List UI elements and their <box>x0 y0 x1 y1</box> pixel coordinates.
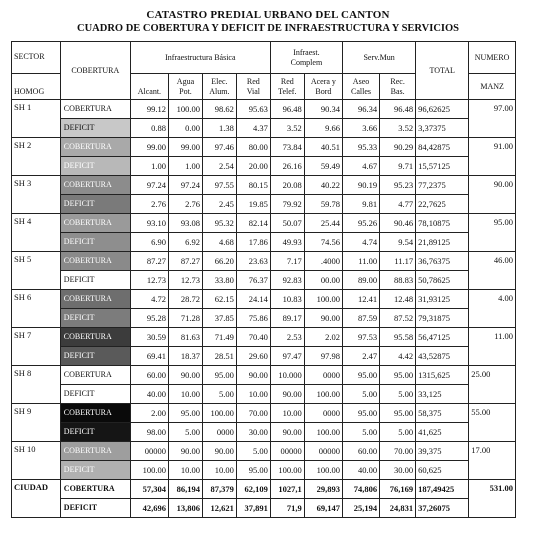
table-row <box>12 480 516 499</box>
value-cell: 90.00 <box>202 442 236 461</box>
column-header: Alcant. <box>130 74 168 100</box>
value-cell: 1.00 <box>130 157 168 176</box>
deficit-label: DEFICIT <box>60 271 130 290</box>
value-cell: 10.00 <box>270 404 304 423</box>
document-subtitle: CUADRO DE COBERTURA Y DEFICIT DE INFRAESTRUCTURA Y SERVICIOS <box>77 23 459 34</box>
value-cell: 90.46 <box>380 214 416 233</box>
table-row <box>12 385 516 404</box>
value-cell: 99.00 <box>169 138 203 157</box>
value-cell: 12.73 <box>169 271 203 290</box>
manz-cell: 11.00 <box>469 328 516 366</box>
value-cell: 95.58 <box>380 328 416 347</box>
value-cell: 13,806 <box>169 499 203 518</box>
value-cell: 30.00 <box>236 423 270 442</box>
value-cell: 93.08 <box>169 214 203 233</box>
column-header: Aseo Calles <box>342 74 379 100</box>
manz-cell: 90.00 <box>469 176 516 214</box>
value-cell: .4000 <box>304 252 342 271</box>
value-cell: 40.00 <box>342 461 379 480</box>
deficit-label: DEFICIT <box>60 347 130 366</box>
value-cell: 90.34 <box>304 100 342 119</box>
value-cell: 90.00 <box>270 385 304 404</box>
value-cell: 100.00 <box>304 461 342 480</box>
value-cell: 29.60 <box>236 347 270 366</box>
table-row <box>12 100 516 119</box>
cobertura-label: COBERTURA <box>60 290 130 309</box>
value-cell: 60.00 <box>342 442 379 461</box>
total-cell: 31,93125 <box>416 290 469 309</box>
value-cell: 5.00 <box>380 423 416 442</box>
sector-cell: SH 1 <box>12 100 61 138</box>
sector-cell: SH 2 <box>12 138 61 176</box>
value-cell: 20.00 <box>236 157 270 176</box>
sector-cell: SH 5 <box>12 252 61 290</box>
sector-cell: SH 9 <box>12 404 61 442</box>
value-cell: 25,194 <box>342 499 379 518</box>
total-cell: 60,625 <box>416 461 469 480</box>
value-cell: 23.63 <box>236 252 270 271</box>
numero-header: NUMERO <box>469 42 516 74</box>
value-cell: 100.00 <box>202 404 236 423</box>
value-cell: 3.52 <box>270 119 304 138</box>
value-cell: 86,194 <box>169 480 203 499</box>
value-cell: 95.32 <box>202 214 236 233</box>
value-cell: 76.37 <box>236 271 270 290</box>
value-cell: 70.00 <box>380 442 416 461</box>
value-cell: 9.54 <box>380 233 416 252</box>
cobertura-label: COBERTURA <box>60 138 130 157</box>
value-cell: 3.52 <box>380 119 416 138</box>
value-cell: 4.72 <box>130 290 168 309</box>
value-cell: 00.00 <box>304 271 342 290</box>
value-cell: 90.19 <box>342 176 379 195</box>
value-cell: 12.73 <box>130 271 168 290</box>
value-cell: 1.38 <box>202 119 236 138</box>
value-cell: 12.48 <box>380 290 416 309</box>
table-row <box>12 214 516 233</box>
value-cell: 96.34 <box>342 100 379 119</box>
value-cell: 100.00 <box>270 461 304 480</box>
value-cell: 24,831 <box>380 499 416 518</box>
value-cell: 95.00 <box>342 366 379 385</box>
table-row <box>12 423 516 442</box>
value-cell: 40.00 <box>130 385 168 404</box>
table-row <box>12 461 516 480</box>
value-cell: 18.37 <box>169 347 203 366</box>
value-cell: 6.92 <box>169 233 203 252</box>
value-cell: 4.67 <box>342 157 379 176</box>
value-cell: 37,891 <box>236 499 270 518</box>
value-cell: 97.98 <box>304 347 342 366</box>
table-row <box>12 328 516 347</box>
value-cell: 87,379 <box>202 480 236 499</box>
value-cell: 87.59 <box>342 309 379 328</box>
value-cell: 2.76 <box>130 195 168 214</box>
sector-cell: SH 10 <box>12 442 61 480</box>
value-cell: 87.52 <box>380 309 416 328</box>
table-row <box>12 195 516 214</box>
cobertura-label: COBERTURA <box>60 480 130 499</box>
total-cell: 96,62625 <box>416 100 469 119</box>
value-cell: 98.62 <box>202 100 236 119</box>
total-cell: 41,625 <box>416 423 469 442</box>
value-cell: 30.00 <box>380 461 416 480</box>
value-cell: 4.68 <box>202 233 236 252</box>
manz-cell: 95.00 <box>469 214 516 252</box>
value-cell: 92.83 <box>270 271 304 290</box>
deficit-label: DEFICIT <box>60 233 130 252</box>
value-cell: 62.15 <box>202 290 236 309</box>
sector-cell: SH 3 <box>12 176 61 214</box>
total-cell: 33,125 <box>416 385 469 404</box>
deficit-label: DEFICIT <box>60 461 130 480</box>
manz-cell: 91.00 <box>469 138 516 176</box>
value-cell: 5.00 <box>380 385 416 404</box>
value-cell: 0.88 <box>130 119 168 138</box>
manz-cell: 46.00 <box>469 252 516 290</box>
table-row <box>12 366 516 385</box>
value-cell: 10.00 <box>236 385 270 404</box>
value-cell: 82.14 <box>236 214 270 233</box>
value-cell: 11.17 <box>380 252 416 271</box>
deficit-label: DEFICIT <box>60 499 130 518</box>
value-cell: 87.27 <box>169 252 203 271</box>
sector-cell: SH 4 <box>12 214 61 252</box>
value-cell: 30.59 <box>130 328 168 347</box>
total-cell: 21,89125 <box>416 233 469 252</box>
manz-cell: 4.00 <box>469 290 516 328</box>
manz-cell: 531.00 <box>469 480 516 518</box>
value-cell: 42,696 <box>130 499 168 518</box>
value-cell: 100.00 <box>304 423 342 442</box>
value-cell: 9.81 <box>342 195 379 214</box>
total-cell: 43,52875 <box>416 347 469 366</box>
value-cell: 89.00 <box>342 271 379 290</box>
value-cell: 95.00 <box>380 404 416 423</box>
deficit-label: DEFICIT <box>60 385 130 404</box>
total-cell: 58,375 <box>416 404 469 423</box>
value-cell: 5.00 <box>342 423 379 442</box>
value-cell: 90.00 <box>169 366 203 385</box>
value-cell: 97.46 <box>202 138 236 157</box>
value-cell: 60.00 <box>130 366 168 385</box>
value-cell: 97.24 <box>169 176 203 195</box>
value-cell: 96.48 <box>270 100 304 119</box>
value-cell: 59.78 <box>304 195 342 214</box>
manz-cell: 55.00 <box>469 404 516 442</box>
cobertura-label: COBERTURA <box>60 214 130 233</box>
manz-cell: 97.00 <box>469 100 516 138</box>
deficit-label: DEFICIT <box>60 195 130 214</box>
value-cell: 49.93 <box>270 233 304 252</box>
total-header: TOTAL <box>416 42 469 100</box>
value-cell: 12,621 <box>202 499 236 518</box>
cobertura-label: COBERTURA <box>60 328 130 347</box>
value-cell: 00000 <box>270 442 304 461</box>
value-cell: 28.72 <box>169 290 203 309</box>
value-cell: 89.17 <box>270 309 304 328</box>
cobertura-label: COBERTURA <box>60 176 130 195</box>
value-cell: 0000 <box>202 423 236 442</box>
column-header: Elec. Alum. <box>202 74 236 100</box>
value-cell: 79.92 <box>270 195 304 214</box>
table-row <box>12 157 516 176</box>
total-cell: 37,26075 <box>416 499 469 518</box>
table-row <box>12 347 516 366</box>
value-cell: 40.22 <box>304 176 342 195</box>
value-cell: 100.00 <box>130 461 168 480</box>
value-cell: 100.00 <box>169 100 203 119</box>
value-cell: 74,806 <box>342 480 379 499</box>
value-cell: 5.00 <box>169 423 203 442</box>
value-cell: 4.77 <box>380 195 416 214</box>
value-cell: 76,169 <box>380 480 416 499</box>
value-cell: 1.00 <box>169 157 203 176</box>
value-cell: 95.00 <box>380 366 416 385</box>
total-cell: 79,31875 <box>416 309 469 328</box>
total-cell: 50,78625 <box>416 271 469 290</box>
value-cell: 90.29 <box>380 138 416 157</box>
value-cell: 9.66 <box>304 119 342 138</box>
manz-header: MANZ <box>469 74 516 100</box>
value-cell: 2.45 <box>202 195 236 214</box>
value-cell: 80.00 <box>236 138 270 157</box>
total-cell: 22,7625 <box>416 195 469 214</box>
value-cell: 71.28 <box>169 309 203 328</box>
infra-complem-header: Infraest. Complem <box>270 42 342 74</box>
value-cell: 10.00 <box>169 461 203 480</box>
deficit-label: DEFICIT <box>60 423 130 442</box>
value-cell: 69,147 <box>304 499 342 518</box>
value-cell: 90.00 <box>304 309 342 328</box>
value-cell: 20.08 <box>270 176 304 195</box>
value-cell: 90.00 <box>169 442 203 461</box>
cobertura-label: COBERTURA <box>60 442 130 461</box>
value-cell: 2.02 <box>304 328 342 347</box>
value-cell: 95.00 <box>236 461 270 480</box>
infra-basica-header: Infraestructura Básica <box>130 42 270 74</box>
value-cell: 1027,1 <box>270 480 304 499</box>
sector-cell: SH 8 <box>12 366 61 404</box>
sector-header: SECTOR <box>12 42 61 74</box>
value-cell: 0000 <box>304 404 342 423</box>
table-row <box>12 233 516 252</box>
table-row <box>12 404 516 423</box>
value-cell: 26.16 <box>270 157 304 176</box>
coverage-table <box>11 41 516 518</box>
value-cell: 4.74 <box>342 233 379 252</box>
value-cell: 50.07 <box>270 214 304 233</box>
sector-cell: CIUDAD <box>12 480 61 518</box>
value-cell: 95.63 <box>236 100 270 119</box>
column-header: Rec. Bas. <box>380 74 416 100</box>
serv-mun-header: Serv.Mun <box>342 42 415 74</box>
value-cell: 2.54 <box>202 157 236 176</box>
value-cell: 97.47 <box>270 347 304 366</box>
value-cell: 90.00 <box>236 366 270 385</box>
value-cell: 10.000 <box>270 366 304 385</box>
value-cell: 25.44 <box>304 214 342 233</box>
value-cell: 6.90 <box>130 233 168 252</box>
value-cell: 95.26 <box>342 214 379 233</box>
value-cell: 59.49 <box>304 157 342 176</box>
value-cell: 95.28 <box>130 309 168 328</box>
cobertura-header: COBERTURA <box>60 42 130 100</box>
column-header: Red Vial <box>236 74 270 100</box>
value-cell: 10.00 <box>202 461 236 480</box>
value-cell: 95.33 <box>342 138 379 157</box>
value-cell: 40.51 <box>304 138 342 157</box>
column-header: Acera y Bord <box>304 74 342 100</box>
value-cell: 2.00 <box>130 404 168 423</box>
cobertura-label: COBERTURA <box>60 252 130 271</box>
value-cell: 95.00 <box>202 366 236 385</box>
value-cell: 5.00 <box>342 385 379 404</box>
sector-cell: SH 6 <box>12 290 61 328</box>
value-cell: 97.53 <box>342 328 379 347</box>
value-cell: 95.23 <box>380 176 416 195</box>
value-cell: 71,9 <box>270 499 304 518</box>
table-row <box>12 138 516 157</box>
value-cell: 93.10 <box>130 214 168 233</box>
value-cell: 97.24 <box>130 176 168 195</box>
value-cell: 00000 <box>130 442 168 461</box>
value-cell: 29,893 <box>304 480 342 499</box>
value-cell: 95.00 <box>169 404 203 423</box>
total-cell: 36,76375 <box>416 252 469 271</box>
deficit-label: DEFICIT <box>60 157 130 176</box>
value-cell: 95.00 <box>342 404 379 423</box>
value-cell: 99.00 <box>130 138 168 157</box>
value-cell: 100.00 <box>304 290 342 309</box>
column-header: Red Telef. <box>270 74 304 100</box>
value-cell: 12.41 <box>342 290 379 309</box>
table-row <box>12 499 516 518</box>
column-header: Agua Pot. <box>169 74 203 100</box>
cobertura-label: COBERTURA <box>60 404 130 423</box>
cobertura-label: COBERTURA <box>60 366 130 385</box>
value-cell: 10.00 <box>169 385 203 404</box>
value-cell: 71.49 <box>202 328 236 347</box>
value-cell: 33.80 <box>202 271 236 290</box>
value-cell: 74.56 <box>304 233 342 252</box>
value-cell: 99.12 <box>130 100 168 119</box>
total-cell: 78,10875 <box>416 214 469 233</box>
table-row <box>12 290 516 309</box>
value-cell: 5.00 <box>202 385 236 404</box>
deficit-label: DEFICIT <box>60 309 130 328</box>
value-cell: 73.84 <box>270 138 304 157</box>
value-cell: 69.41 <box>130 347 168 366</box>
total-cell: 84,42875 <box>416 138 469 157</box>
value-cell: 98.00 <box>130 423 168 442</box>
table-row <box>12 309 516 328</box>
value-cell: 24.14 <box>236 290 270 309</box>
value-cell: 0.00 <box>169 119 203 138</box>
value-cell: 28.51 <box>202 347 236 366</box>
value-cell: 2.47 <box>342 347 379 366</box>
sector-cell: SH 7 <box>12 328 61 366</box>
value-cell: 00000 <box>304 442 342 461</box>
total-cell: 1315,625 <box>416 366 469 385</box>
value-cell: 3.66 <box>342 119 379 138</box>
total-cell: 39,375 <box>416 442 469 461</box>
value-cell: 4.42 <box>380 347 416 366</box>
value-cell: 87.27 <box>130 252 168 271</box>
total-cell: 15,57125 <box>416 157 469 176</box>
value-cell: 100.00 <box>304 385 342 404</box>
value-cell: 0000 <box>304 366 342 385</box>
value-cell: 19.85 <box>236 195 270 214</box>
value-cell: 17.86 <box>236 233 270 252</box>
total-cell: 187,49425 <box>416 480 469 499</box>
value-cell: 5.00 <box>236 442 270 461</box>
value-cell: 2.53 <box>270 328 304 347</box>
total-cell: 56,47125 <box>416 328 469 347</box>
value-cell: 66.20 <box>202 252 236 271</box>
homog-header: HOMOG <box>12 74 61 100</box>
value-cell: 11.00 <box>342 252 379 271</box>
value-cell: 97.55 <box>202 176 236 195</box>
value-cell: 96.48 <box>380 100 416 119</box>
value-cell: 80.15 <box>236 176 270 195</box>
value-cell: 2.76 <box>169 195 203 214</box>
table-row <box>12 119 516 138</box>
document-title: CATASTRO PREDIAL URBANO DEL CANTON <box>146 9 390 21</box>
table-row <box>12 271 516 290</box>
total-cell: 3,37375 <box>416 119 469 138</box>
value-cell: 37.85 <box>202 309 236 328</box>
value-cell: 57,304 <box>130 480 168 499</box>
deficit-label: DEFICIT <box>60 119 130 138</box>
value-cell: 70.40 <box>236 328 270 347</box>
total-cell: 77,2375 <box>416 176 469 195</box>
value-cell: 10.83 <box>270 290 304 309</box>
table-row <box>12 176 516 195</box>
table-row <box>12 442 516 461</box>
value-cell: 70.00 <box>236 404 270 423</box>
value-cell: 75.86 <box>236 309 270 328</box>
value-cell: 7.17 <box>270 252 304 271</box>
value-cell: 4.37 <box>236 119 270 138</box>
value-cell: 9.71 <box>380 157 416 176</box>
value-cell: 81.63 <box>169 328 203 347</box>
cobertura-label: COBERTURA <box>60 100 130 119</box>
value-cell: 88.83 <box>380 271 416 290</box>
value-cell: 62,109 <box>236 480 270 499</box>
value-cell: 90.00 <box>270 423 304 442</box>
manz-cell: 17.00 <box>469 442 516 480</box>
table-row <box>12 252 516 271</box>
manz-cell: 25.00 <box>469 366 516 404</box>
